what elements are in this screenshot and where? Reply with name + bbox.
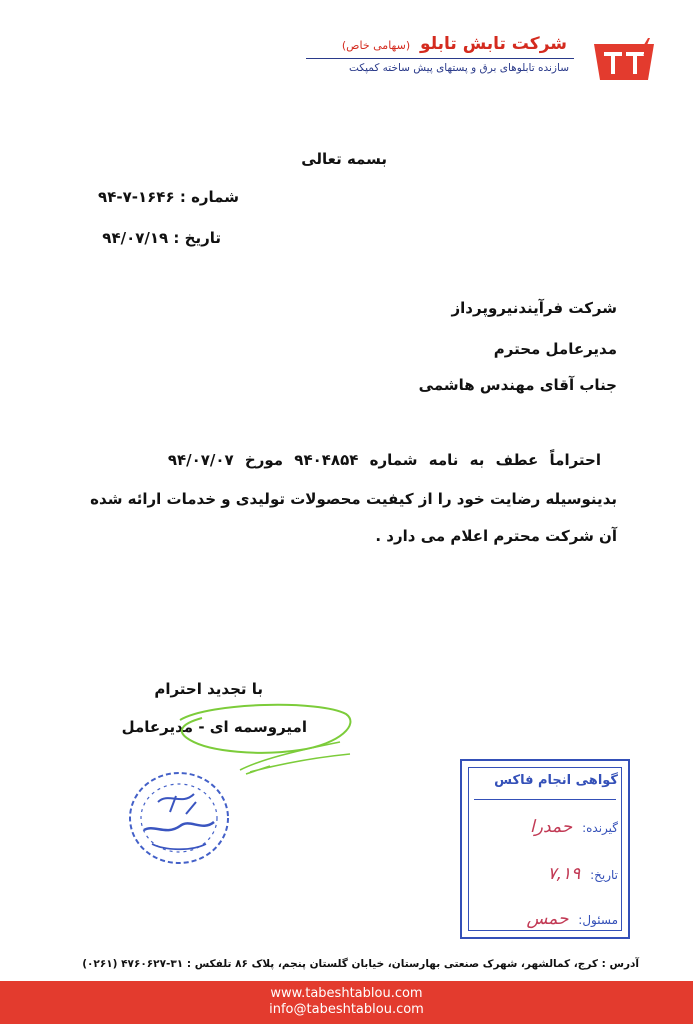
letter-number	[98, 188, 239, 206]
recipient-name: جناب آقای مهندس هاشمی	[418, 376, 617, 394]
fax-responsible-value: حمس	[526, 909, 569, 929]
closing-line: با تجدید احترام	[154, 680, 263, 698]
letter-date	[102, 229, 221, 247]
email-link[interactable]: info@tabeshtablou.com	[269, 1002, 424, 1017]
fax-date-value: ۷,۱۹	[547, 864, 581, 884]
recipient-company: شرکت فرآیندنیروپرداز	[451, 299, 617, 317]
fax-receiver-value: حمدرا	[530, 817, 573, 837]
company-name-text: شرکت تابش تابلو	[420, 34, 567, 54]
fax-receiver-row	[530, 817, 618, 837]
company-seal-stamp	[124, 766, 234, 870]
number-value: ۱۶۴۶-۷-۹۴	[98, 188, 175, 206]
date-label: تاریخ :	[173, 229, 221, 247]
fax-responsible-row	[526, 909, 618, 929]
fax-date-row	[547, 864, 618, 884]
fax-stamp-divider	[474, 799, 616, 800]
body-paragraph-line-3: آن شرکت محترم اعلام می دارد .	[375, 527, 617, 545]
body-paragraph-line-2: بدینوسیله رضایت خود را از کیفیت محصولات تولیدی و خدمات ارائه شده	[90, 490, 617, 508]
date-value: ۹۴/۰۷/۱۹	[102, 229, 169, 247]
fax-stamp-inner-frame	[468, 767, 622, 931]
company-name	[342, 34, 567, 54]
signer-name: امیروسمه ای - مدیرعامل	[121, 718, 307, 736]
company-type: (سهامی خاص)	[341, 39, 411, 52]
fax-stamp-title: گواهی انجام فاکس	[494, 773, 618, 788]
body-paragraph-line-1: احتراماً عطف به نامه شماره ۹۴۰۴۸۵۴ مورخ ۹۴/۰۷/۰۷	[167, 451, 601, 469]
bismillah-heading: بسمه تعالی	[301, 150, 387, 168]
footer-bar	[0, 981, 693, 1024]
fax-date-label: تاریخ:	[590, 868, 618, 882]
company-address: آدرس : کرج، کمالشهر، شهرک صنعتی بهارستان، خیابان گلستان پنجم، پلاک ۸۶ تلفکس : ۳۱-۴۷۶۰۶۲۷ (۰۲۶۱)	[82, 958, 639, 970]
website-link[interactable]: www.tabeshtablou.com	[270, 986, 423, 1001]
company-logo	[588, 36, 660, 82]
company-tagline: سازنده تابلوهای برق و پستهای پیش ساخته کمپکت	[348, 62, 569, 74]
fax-responsible-label: مسئول:	[578, 913, 618, 927]
fax-receiver-label: گیرنده:	[582, 821, 618, 835]
number-label: شماره :	[179, 188, 239, 206]
header-divider	[306, 58, 574, 59]
fax-receipt-stamp	[460, 759, 630, 939]
recipient-title: مدیرعامل محترم	[493, 340, 617, 358]
